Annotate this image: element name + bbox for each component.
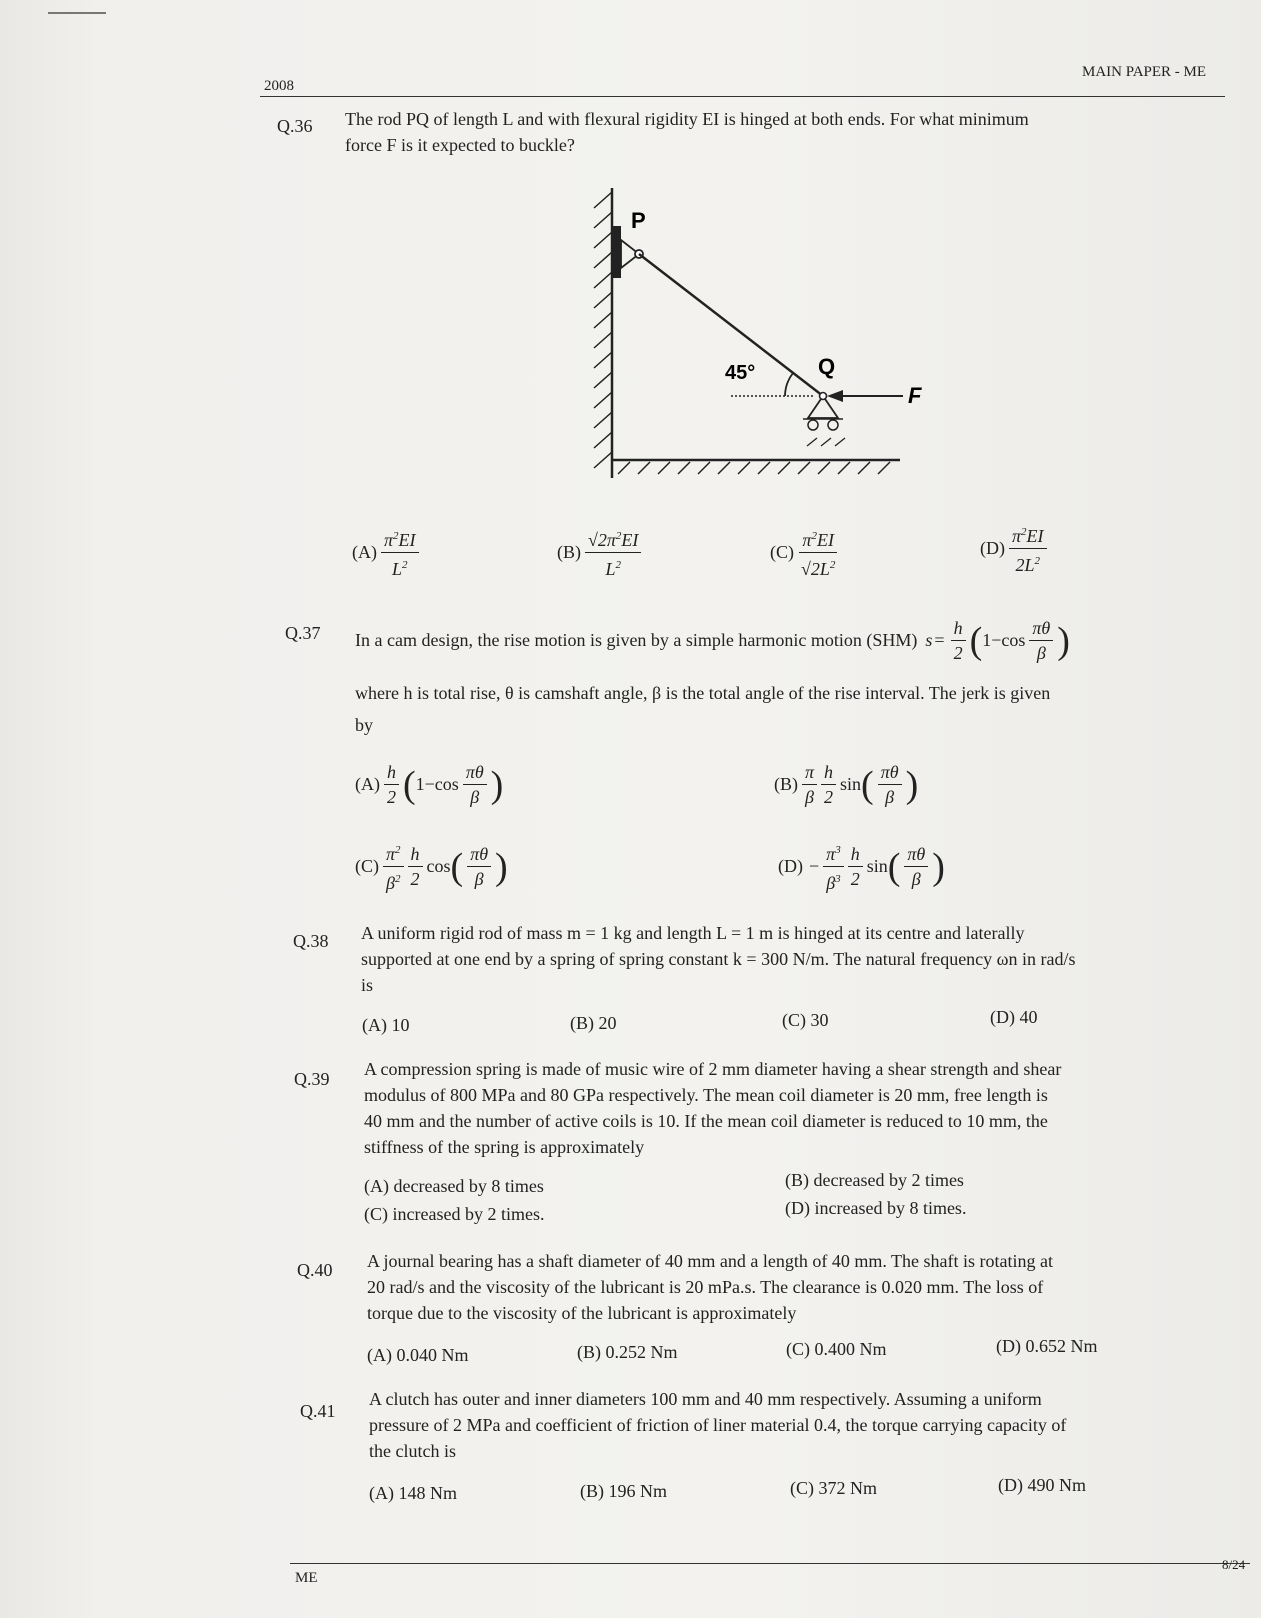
- q37-opt-a-label: (A): [355, 774, 380, 794]
- q38-line2: supported at one end by a spring of spring constant k = 300 N/m. The natural frequency ωn in rad/s: [361, 949, 1076, 969]
- q41-option-a[interactable]: (A) 148 Nm: [369, 1483, 457, 1503]
- q36-fig-label-f: F: [908, 383, 922, 408]
- q37-option-c[interactable]: (C) $\frac{\pi^2}{\beta^2}$ $\frac{h}{2}$ cos ( $\frac{\pi\theta}{\beta}$ ): [355, 838, 508, 895]
- q36-text: [345, 106, 1225, 158]
- q36-fig-angle: 45°: [725, 362, 756, 384]
- q40-line1: A journal bearing has a shaft diameter of 40 mm and a length of 40 mm. The shaft is rotating at: [367, 1251, 1053, 1271]
- q36-fig-label-q: Q: [818, 354, 836, 379]
- q37-option-d[interactable]: (D) − $\frac{\pi^3}{\beta^3}$ $\frac{h}{2}$ sin ( $\frac{\pi\theta}{\beta}$ ): [778, 838, 945, 895]
- q37-line2: where h is total rise, θ is camshaft angle, β is the total angle of the rise interval. The jerk is given: [355, 683, 1051, 703]
- q39-line1: A compression spring is made of music wire of 2 mm diameter having a shear strength and shear: [364, 1059, 1062, 1079]
- q39-option-c[interactable]: (C) increased by 2 times.: [364, 1204, 545, 1224]
- q37-line1: In a cam design, the rise motion is given by a simple harmonic motion (SHM) s = $\frac{h}{2}$ ( 1−cos $\frac{\pi\theta}{\beta}$ ): [355, 618, 1070, 663]
- q40-option-b[interactable]: (B) 0.252 Nm: [577, 1342, 678, 1362]
- q40-option-a[interactable]: (A) 0.040 Nm: [367, 1345, 469, 1365]
- q36-opt-c-label: (C): [770, 542, 794, 562]
- q40-option-d[interactable]: (D) 0.652 Nm: [996, 1336, 1098, 1356]
- q36-option-d[interactable]: (D) $\frac{\pi^2EI}{2L^2}$: [980, 520, 1051, 577]
- q38-line3: is: [361, 975, 374, 995]
- q36-opt-d-label: (D): [980, 538, 1005, 558]
- q36-line1: The rod PQ of length L and with flexural rigidity EI is hinged at both ends. For what minimum: [345, 109, 1029, 129]
- q39-text: [364, 1056, 1234, 1160]
- header-year: 2008: [264, 78, 294, 94]
- q37-option-b[interactable]: (B) $\frac{\pi}{\beta}$ $\frac{h}{2}$ sin ( $\frac{\pi\theta}{\beta}$ ): [774, 762, 919, 807]
- q36-option-b[interactable]: (B) $\frac{√2\pi^2EI}{L^2}$: [557, 524, 645, 581]
- header-rule: [260, 96, 1225, 97]
- q41-text: [369, 1386, 1239, 1464]
- q37-opt-c-label: (C): [355, 856, 379, 876]
- q38-line1: A uniform rigid rod of mass m = 1 kg and length L = 1 m is hinged at its centre and laterally: [361, 923, 1025, 943]
- q39-number: Q.39: [294, 1069, 330, 1089]
- q37-opt-b-label: (B): [774, 774, 798, 794]
- q40-line3: torque due to the viscosity of the lubricant is approximately: [367, 1303, 797, 1323]
- q40-line2: 20 rad/s and the viscosity of the lubricant is 20 mPa.s. The clearance is 0.020 mm. The loss of: [367, 1277, 1044, 1297]
- q36-opt-a-label: (A): [352, 542, 377, 562]
- q41-line3: the clutch is: [369, 1441, 456, 1461]
- page-edge-mark: [48, 12, 106, 14]
- q37-text1: In a cam design, the rise motion is given by a simple harmonic motion (SHM): [355, 630, 918, 650]
- q40-option-c[interactable]: (C) 0.400 Nm: [786, 1339, 887, 1359]
- q40-number: Q.40: [297, 1260, 333, 1280]
- q38-option-b[interactable]: (B) 20: [570, 1013, 617, 1033]
- q39-line4: stiffness of the spring is approximately: [364, 1137, 645, 1157]
- q36-number: Q.36: [277, 116, 313, 136]
- q36-line2: force F is it expected to buckle?: [345, 135, 575, 155]
- q37-text: [355, 680, 1225, 738]
- q36-figure: [585, 178, 945, 488]
- q36-option-c[interactable]: (C) $\frac{\pi^2EI}{√2L^2}$: [770, 524, 842, 581]
- q37-option-a[interactable]: (A) $\frac{h}{2}$ ( 1−cos $\frac{\pi\theta}{\beta}$ ): [355, 762, 504, 807]
- q37-opt-d-label: (D): [778, 856, 803, 876]
- q38-option-a[interactable]: (A) 10: [362, 1015, 410, 1035]
- q41-option-c[interactable]: (C) 372 Nm: [790, 1478, 877, 1498]
- q38-option-c[interactable]: (C) 30: [782, 1010, 829, 1030]
- footer-page: 8/24: [1222, 1557, 1246, 1572]
- q39-option-b[interactable]: (B) decreased by 2 times: [785, 1170, 964, 1190]
- footer-left: ME: [295, 1570, 318, 1586]
- footer-rule: [290, 1563, 1250, 1564]
- q36-opt-b-label: (B): [557, 542, 581, 562]
- q38-number: Q.38: [293, 931, 329, 951]
- q39-option-a[interactable]: (A) decreased by 8 times: [364, 1176, 544, 1196]
- q36-fig-label-p: P: [631, 208, 646, 233]
- q36-option-a[interactable]: (A) $\frac{\pi^2EI}{L^2}$: [352, 524, 423, 581]
- q41-option-d[interactable]: (D) 490 Nm: [998, 1475, 1086, 1495]
- q40-text: [367, 1248, 1237, 1326]
- q37-number: Q.37: [285, 623, 321, 643]
- q41-option-b[interactable]: (B) 196 Nm: [580, 1481, 667, 1501]
- q41-line1: A clutch has outer and inner diameters 100 mm and 40 mm respectively. Assuming a uniform: [369, 1389, 1042, 1409]
- q39-line3: 40 mm and the number of active coils is 10. If the mean coil diameter is reduced to 10 mm, the: [364, 1111, 1048, 1131]
- q39-line2: modulus of 800 MPa and 80 GPa respectively. The mean coil diameter is 20 mm, free length is: [364, 1085, 1048, 1105]
- q41-number: Q.41: [300, 1401, 336, 1421]
- q37-line3: by: [355, 715, 373, 735]
- q41-line2: pressure of 2 MPa and coefficient of friction of liner material 0.4, the torque carrying capacity of: [369, 1415, 1067, 1435]
- q38-text: [361, 920, 1231, 998]
- header-paper: MAIN PAPER - ME: [1082, 64, 1207, 80]
- q39-option-d[interactable]: (D) increased by 8 times.: [785, 1198, 967, 1218]
- q38-option-d[interactable]: (D) 40: [990, 1007, 1038, 1027]
